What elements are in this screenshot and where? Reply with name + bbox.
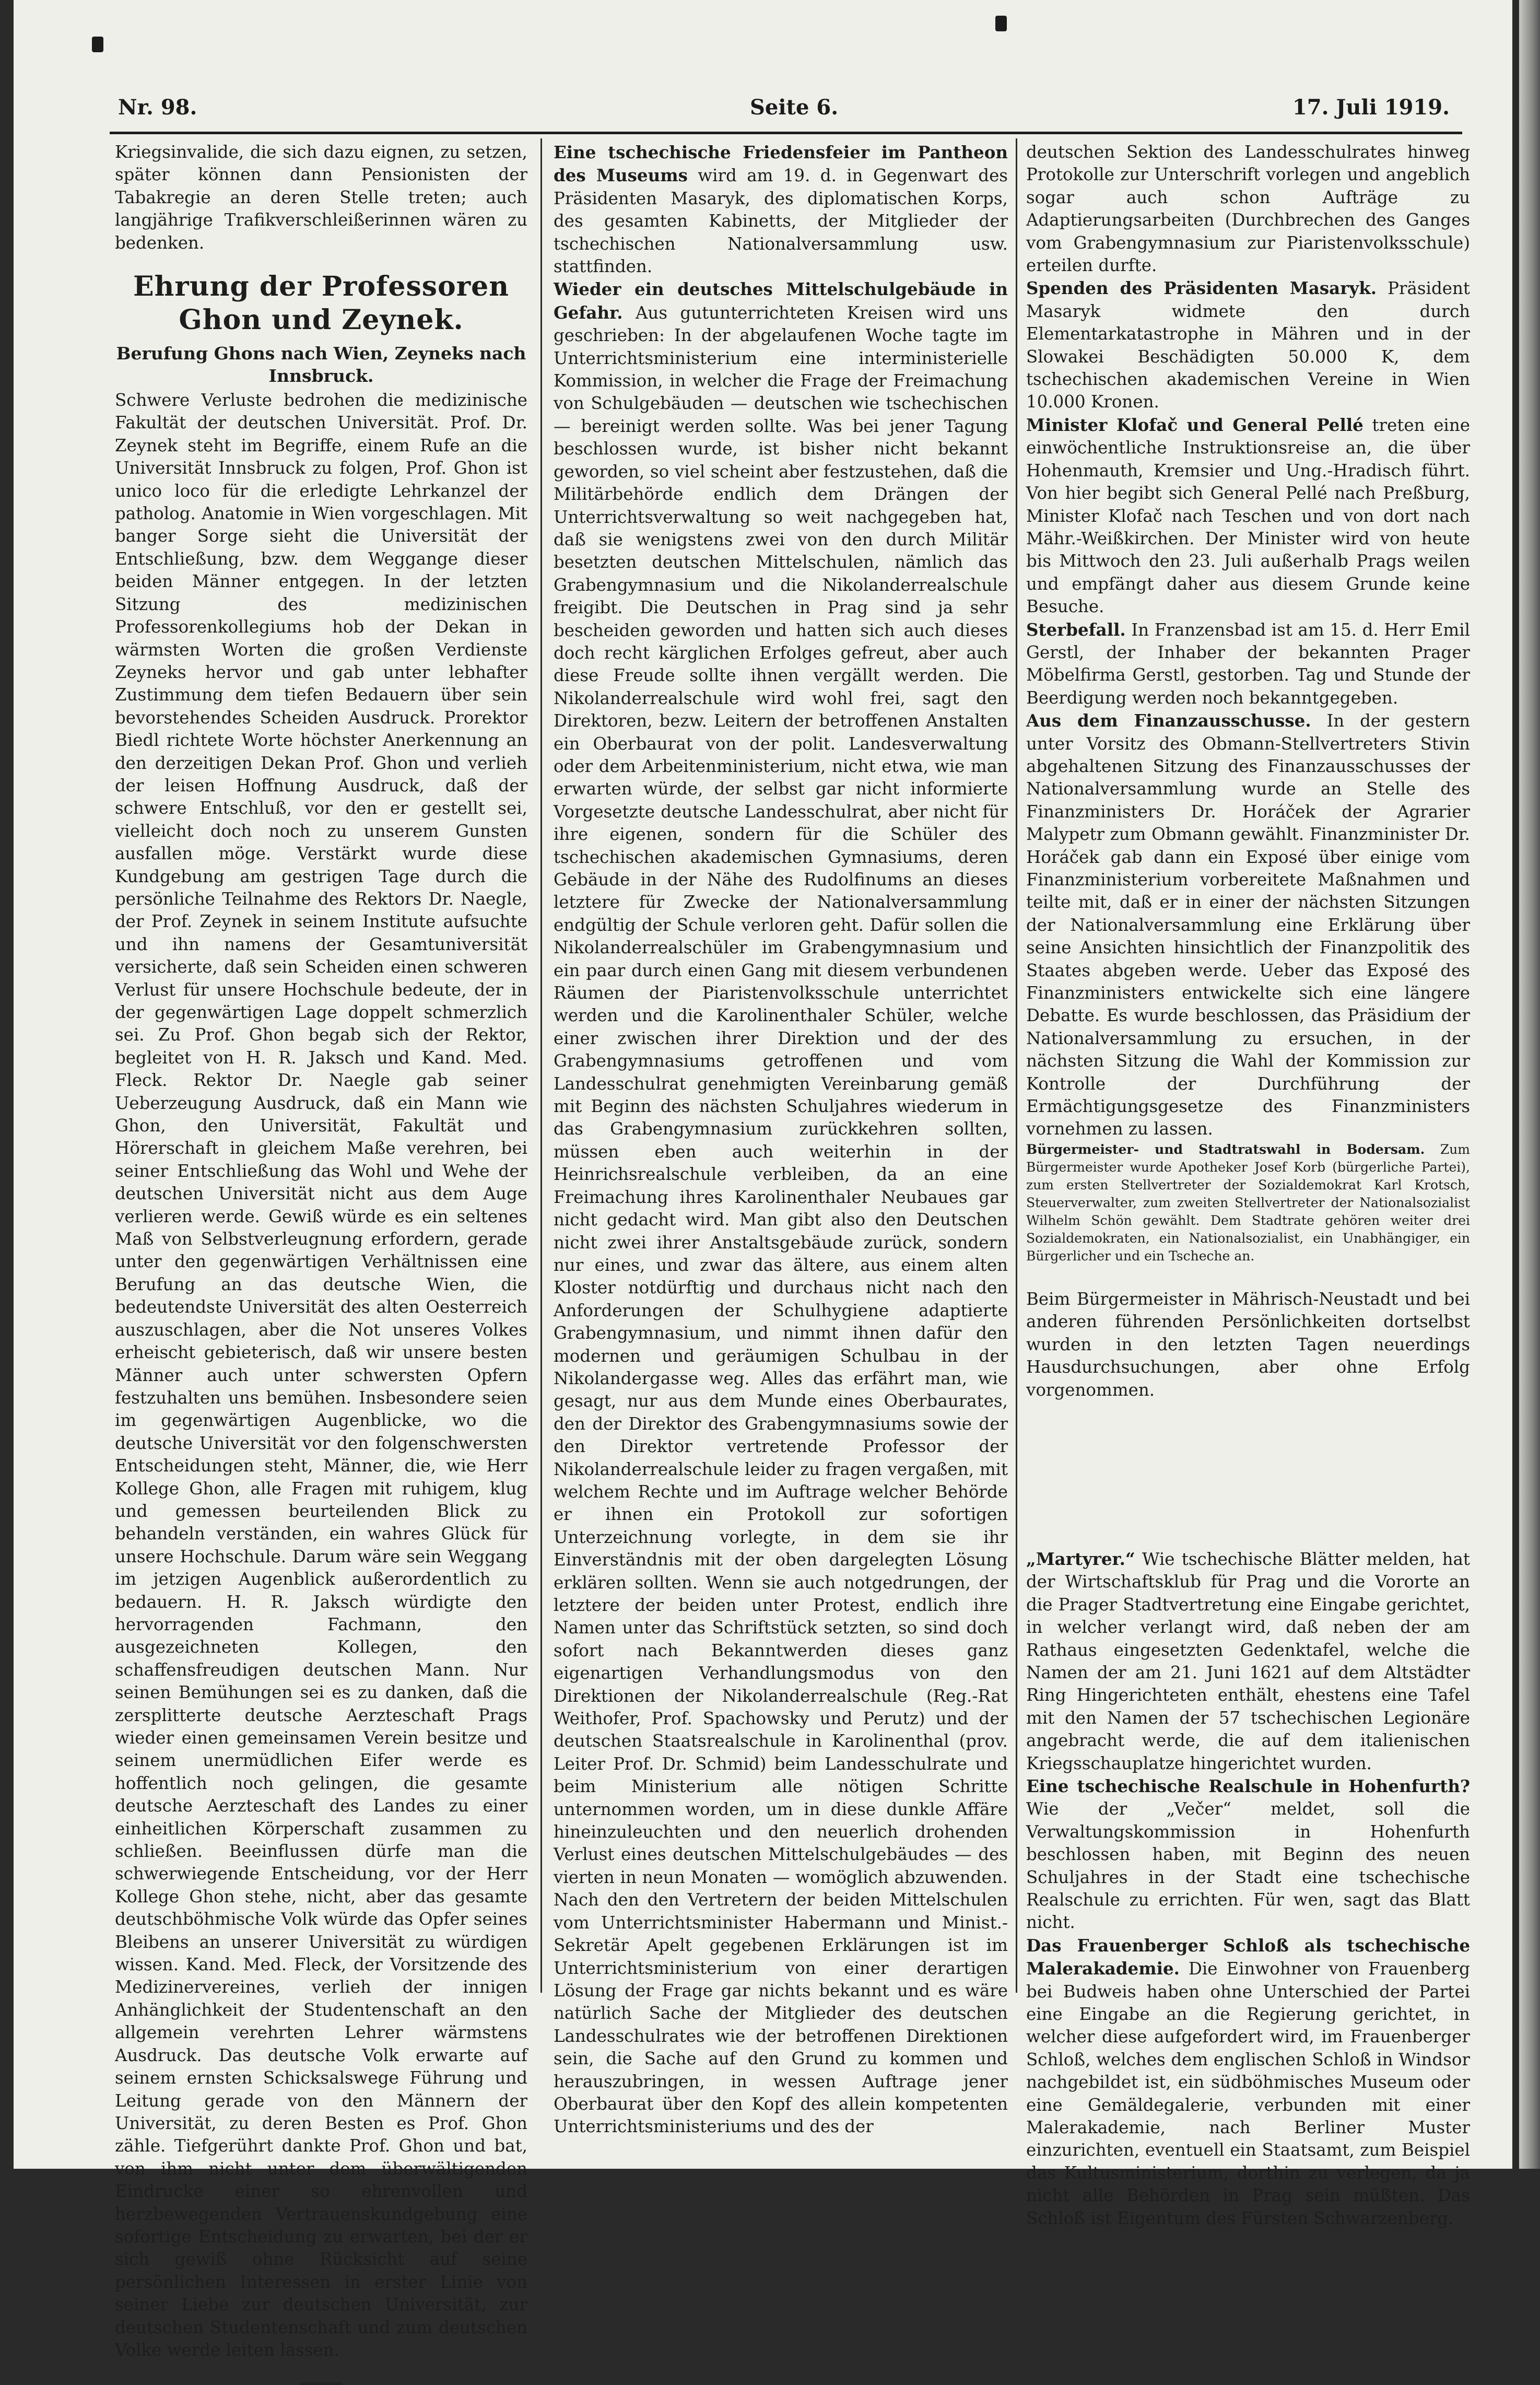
news-item-lead: Bürgermeister- und Stadtratswahl in Bodersam. — [1026, 1141, 1425, 1157]
news-item-text: Die Einwohner von Frauenberg bei Budweis haben ohne Unterschied der Partei eine Eingabe an die Regierung gerichtet, in welcher diese aufgefordert wird, im Frauenberger Schloß, welches dem englischen Schloß in Windsor nachgebildet ist, ein südböhmisches Museum oder eine Gemäldegalerie, verbunden mit einer Malerakademie, nach Berliner Muster einzurichten, eventuell ein Staatsamt, zum Beispiel das Kultusministerium, dorthin zu verlegen, da ja nicht alle Behörden in Prag sein müßten. Das Schloß ist Eigentum des Fürsten Schwarzenberg. — [1026, 1959, 1470, 2228]
news-item-text: treten eine einwöchentliche Instruktionsreise an, die über Hohenmauth, Kremsier und Ung.-Hradisch führt. Von hier begibt sich General Pellé nach Preßburg, Minister Klofač nach Teschen und von dort nach Mähr.-Weißkirchen. Der Minister wird von heute bis Mittwoch den 23. Juli außerhalb Prags weilen und empfängt daher aus diesem Grunde keine Besuche. — [1026, 415, 1470, 617]
column-rule — [540, 138, 542, 1993]
article-continuation: Kriegsinvalide, die sich dazu eignen, zu setzen, später können dann Pensionisten der Tabakregie an deren Stelle treten; auch langjährige Trafikverschleißerinnen wären zu bedenken. — [115, 142, 527, 253]
article-body: Schwere Verluste bedrohen die medizinische Fakultät der deutschen Universität. Prof. Dr. Zeynek steht im Begriffe, einem Rufe an die Universität Innsbruck zu folgen, Prof. Ghon ist unico loco für die erledigte Lehrkanzel der patholog. Anatomie in Wien vorgeschlagen. Mit banger Sorge sieht die Universität der Entschließung, bzw. dem Weggange dieser beiden Männer entgegen. In der letzten Sitzung des medizinischen Professorenkollegiums hob der Dekan in wärmsten Worten die großen Verdienste Zeyneks hervor und gab unter lebhafter Zustimmung dem tiefen Bedauern über sein bevorstehendes Scheiden Ausdruck. Prorektor Biedl richtete Worte höchster Anerkennung an den derzeitigen Dekan Prof. Ghon und verlieh der leisen Hoffnung Ausdruck, daß der schwere Entschluß, vor den er gestellt sei, vielleicht doch noch zu unserem Gunsten ausfallen möge. Verstärkt wurde diese Kundgebung am gestrigen Tage durch die persönliche Teilnahme des Rektors Dr. Naegle, der Prof. Zeynek in seinem Institute aufsuchte und ihn namens der Gesamtuniversität versicherte, daß sein Scheiden einen schweren Verlust für unsere Hochschule bedeute, der in der gegenwärtigen Lage doppelt schmerzlich sei. Zu Prof. Ghon begab sich der Rektor, begleitet von H. R. Jaksch und Kand. Med. Fleck. Rektor Dr. Naegle gab seiner Ueberzeugung Ausdruck, daß ein Mann wie Ghon, den Universität, Fakultät und Hörerschaft in gleichem Maße verehren, bei seiner Entschließung das Wohl und Wehe der deutschen Universität nicht aus dem Auge verlieren werde. Gewiß würde es ein seltenes Maß von Selbstverleugnung erfordern, gerade unter den gegenwärtigen Verhältnissen eine Berufung an das deutsche Wien, die bedeutendste Universität des alten Oesterreich auszuschlagen, aber die Not unseres Volkes erheischt gebieterisch, daß wir unsere besten Männer auch unter schwersten Opfern festzuhalten uns bemühen. Insbesondere seien im gegenwärtigen Augenblicke, wo die deutsche Universität vor den folgenschwersten Entscheidungen steht, Männer, die, wie Herr Kollege Ghon, alle Fragen mit ruhigem, klug und gemessen beurteilenden Blick zu behandeln verständen, ein wahres Glück für unsere Hochschule. Darum wäre sein Weggang im jetzigen Augenblick außerordentlich zu bedauern. H. R. Jaksch würdigte den hervorragenden Fachmann, den ausgezeichneten Kollegen, den schaffensfreudigen deutschen Mann. Nur seinen Bemühungen sei es zu danken, daß die zersplitterte deutsche Aerzteschaft Prags wieder einen gemeinsamen Verein besitze und seinem unermüdlichen Eifer werde es hoffentlich noch gelingen, die gesamte deutsche Aerzteschaft des Landes zu einer einheitlichen Körperschaft zusammen zu schließen. Beeinflussen dürfe man die schwerwiegende Entscheidung, vor der Herr Kollege Ghon stehe, nicht, aber das gesamte deutschböhmische Volk würde das Opfer seines Bleibens an unserer Universität zu würdigen wissen. Kand. Med. Fleck, der Vorsitzende des Medizinervereines, verlieh der innigen Anhänglichkeit der Studentenschaft an den allgemein verehrten Lehrer wärmstens Ausdruck. Das deutsche Volk erwarte auf seinem ernsten Schicksalswege Führung und Leitung gerade von den Männern der Universität, zu deren Besten es Prof. Ghon zähle. Tiefgerührt dankte Prof. Ghon und bat, von ihm nicht unter dem überwältigenden Eindrucke einer so ehrenvollen und herzbewegenden Vertrauenskundgebung eine sofortige Entscheidung zu erwarten, bei der er sich gewiß ohne Rücksicht auf seine persönlichen Interessen in erster Linie von seiner Liebe zur deutschen Universität, zur deutschen Studentenschaft und zum deutschen Volke werde leiten lassen. — [115, 390, 527, 2360]
news-item-text: Aus gutunterrichteten Kreisen wird uns geschrieben: In der abgelaufenen Woche tagte im Unterrichtsministerium eine interministerielle Kommission, in welcher die Frage der Freimachung von Schulgebäuden — deutschen wie tschechischen — bereinigt werden sollte. Was bei jener Tagung beschlossen wurde, ist bisher nicht bekannt geworden, so viel scheint aber festzustehen, daß die Militärbehörde endlich dem Drängen der Unterrichtsverwaltung so weit nachgegeben hat, daß sie wenigstens zwei von den durch Militär besetzten deutschen Mittelschulen, nämlich das Grabengymnasium und die Nikolanderrealschule freigibt. Die Deutschen in Prag sind ja sehr bescheiden geworden und hatten sich auch dieses doch recht kärglichen Erfolges gefreut, aber auch diese Freude sollte ihnen vergällt werden. Die Nikolanderrealschule wird wohl frei, sagt den Direktoren, bezw. Leitern der betroffenen Anstalten ein Oberbaurat von der polit. Landesverwaltung oder dem Arbeitenministerium, nicht etwa, wie man erwarten würde, der selbst gar nicht informierte Vorgesetzte deutsche Landesschulrat, aber nicht für ihre eigenen, sondern für die Schüler des tschechischen akademischen Gymnasiums, deren Gebäude in der Nähe des Rudolfinums an dieses letztere für Zwecke der Nationalversammlung endgültig der Schule verloren geht. Dafür sollen die Nikolanderrealschüler im Grabengymnasium und ein paar durch einen Gang mit diesem verbundenen Räumen der Piaristenvolksschule unterrichtet werden und die Karolinenthaler Schüler, welche einer zwischen ihrer Direktion und der des Grabengymnasiums getroffenen und vom Landesschulrat genehmigten Vereinbarung gemäß mit Beginn des nächsten Schuljahres wiederum in das Grabengymnasium zurückkehren sollten, müssen eben auch weiterhin in der Heinrichsrealschule verbleiben, da an eine Freimachung ihres Karolinenthaler Neubaues gar nicht gedacht wird. Man gibt also den Deutschen nicht zwei ihrer Anstaltsgebäude zurück, sondern nur eines, und zwar das ältere, aus einem alten Kloster notdürftig und durchaus nicht nach den Anforderungen der Schulhygiene adaptierte Grabengymnasium, und nimmt ihnen dafür den modernen und geräumigen Schulbau in der Nikolandergasse weg. Alles das erfährt man, wie gesagt, nur aus dem Munde eines Oberbaurates, den der Direktor des Grabengymnasiums sowie der den Direktor vertretende Professor der Nikolanderrealschule leider zu fragen vergaßen, mit welchem Rechte und im Auftrage welcher Behörde er ihnen ein Protokoll zur sofortigen Unterzeichnung vorlegte, in dem sie ihr Einverständnis mit der oben dargelegten Lösung erklären sollten. Wenn sie auch notgedrungen, der letztere der beiden unter Protest, endlich ihre Namen unter das Schriftstück setzten, so sind doch sofort nach Bekanntwerden dieses ganz eigenartigen Verhandlungsmodus von den Direktionen der Nikolanderrealschule (Reg.-Rat Weithofer, Prof. Spachowsky und Perutz) und der deutschen Staatsrealschule in Karolinenthal (prov. Leiter Prof. Dr. Schmid) beim Landesschulrate und beim Ministerium alle nötigen Schritte unternommen worden, um in diese dunkle Affäre hineinzuleuchten und den neuerlich drohenden Verlust eines deutschen Mittelschulgebäudes — des vierten in neun Monaten — womöglich abzuwenden. Nach den den Vertretern der beiden Mittelschulen vom Unterrichtsminister Habermann und Minist.-Sekretär Apelt gegebenen Erklärungen ist im Unterrichtsministerium von einer derartigen Lösung der Frage gar nichts bekannt und es wäre natürlich Sache der Mitglieder des deutschen Landesschulrates wie der betroffenen Direktionen sein, die Sache auf den Grund zu kommen und herauszubringen, in wessen Auftrage jener Oberbaurat über den Kopf des allein kompetenten Unterrichtsministeriums und des der — [554, 302, 1008, 2137]
news-item-text: Wie tschechische Blätter melden, hat der Wirtschaftsklub für Prag und die Vororte an die Prager Stadtvertretung eine Eingabe gerichtet, in welcher verlangt wird, daß neben der am Rathaus eingesetzten Gedenktafel, welche die Namen der am 21. Juni 1621 auf dem Altstädter Ring Hingerichteten enthält, ehestens eine Tafel mit den Namen der 57 tschechischen Legionäre angebracht werde, die auf dem italienischen Kriegsschauplatze hingerichtet wurden. — [1026, 1549, 1470, 1773]
news-item-continuation: deutschen Sektion des Landesschulrates hinweg Protokolle zur Unterschrift vorlegen und angeblich sogar auch schon Aufträge zu Adaptierungsarbeiten (Durchbrechen des Ganges vom Grabengymnasium zur Piaristenvolksschule) erteilen durfte. — [1026, 142, 1470, 276]
page-edge-shadow — [1519, 0, 1540, 2169]
news-item-lead: Spenden des Präsidenten Masaryk. — [1026, 278, 1377, 299]
column-1 — [115, 141, 527, 2385]
article-headline: Ehrung der Professoren Ghon und Zeynek. — [133, 271, 509, 336]
news-item — [554, 141, 1008, 278]
news-item — [554, 278, 1008, 2138]
header-rule — [110, 132, 1462, 134]
article-subheadline: Berufung Ghons nach Wien, Zeyneks nach Innsbruck. — [116, 343, 526, 387]
news-item-text: In der gestern unter Vorsitz des Obmann-Stellvertreters Stivin abgehaltenen Sitzung des Finanzausschusses der Nationalversammlung wurde an Stelle des Finanzministers Dr. Horáček der Agrarier Malypetr zum Obmann gewählt. Finanzminister Dr. Horáček gab dann ein Exposé über einige vom Finanzministerium vorbereitete Maßnahmen und teilte mit, daß er in einer der nächsten Sitzungen der Nationalversammlung eine Erklärung über seine Ansichten hinsichtlich der Finanzpolitik des Staates abgeben werde. Ueber das Exposé des Finanzministers entwickelte sich eine längere Debatte. Es wurde beschlossen, das Präsidium der Nationalversammlung zu ersuchen, in der nächsten Sitzung die Wahl der Kommission zur Kontrolle der Durchführung der Ermächtigungsgesetze des Finanzministers vornehmen zu lassen. — [1026, 711, 1470, 1139]
news-item — [1026, 618, 1470, 710]
news-item-lead: „Martyrer.“ — [1026, 1548, 1135, 1569]
news-item-text: Präsident Masaryk widmete den durch Elementarkatastrophe in Mähren und in der Slowakei Beschädigten 50.000 K, dem tschechischen akademischen Vereine in Wien 10.000 Kronen. — [1026, 278, 1470, 412]
news-item-lead: Eine tschechische Realschule in Hohenfurth? — [1026, 1775, 1470, 1796]
spacer — [1026, 1265, 1470, 1288]
news-item-text: Wie der „Večer“ meldet, soll die Verwaltungskommission in Hohenfurth beschlossen haben, mit Beginn des neuen Schuljahres in der Stadt eine tschechische Realschule zu errichten. Für wen, sagt das Blatt nicht. — [1026, 1799, 1470, 1933]
punch-hole — [995, 16, 1007, 31]
column-2 — [554, 141, 1008, 2138]
news-item-lead: Eine tschechische Friedensfeier im Pantheon des Museums — [554, 142, 1008, 186]
column-rule — [1016, 138, 1017, 1993]
issue-number: Nr. 98. — [118, 95, 197, 120]
news-item: Beim Bürgermeister in Mährisch-Neustadt und bei anderen führenden Persönlichkeiten dortselbst wurden in den letzten Tagen neuerdings Hausdurchsuchungen, aber ohne Erfolg vorgenommen. — [1026, 1289, 1470, 1400]
news-item — [1026, 277, 1470, 413]
news-item — [1026, 1548, 1470, 1775]
page-number: Seite 6. — [750, 95, 839, 120]
punch-hole — [92, 37, 103, 52]
censored-blank-space — [1026, 1401, 1470, 1548]
news-item-lead: Aus dem Finanzausschusse. — [1026, 710, 1311, 731]
news-item-lead: Wieder ein deutsches Mittelschulgebäude in Gefahr. — [554, 279, 1008, 323]
page-header — [102, 95, 1460, 132]
news-item — [1026, 1934, 1470, 2230]
news-item — [1026, 709, 1470, 1141]
news-item-small — [1026, 1141, 1470, 1265]
article-end-rule — [300, 2382, 342, 2385]
news-item-lead: Das Frauenberger Schloß als tschechische Malerakademie. — [1026, 1935, 1470, 1979]
column-3 — [1026, 141, 1470, 2230]
news-item-text: Zum Bürgermeister wurde Apotheker Josef Korb (bürgerliche Partei), zum ersten Stellvertreter der Sozialdemokrat Karl Krotsch, Steuerverwalter, zum zweiten Stellvertreter der Nationalsozialist Wilhelm Schön gewählt. Dem Stadtrate gehören weiter drei Sozialdemokraten, ein Nationalsozialist, ein Unabhängiger, ein Bürgerlicher und ein Tscheche an. — [1026, 1141, 1471, 1264]
news-item-lead: Minister Klofač und General Pellé — [1026, 414, 1363, 435]
news-item-text: wird am 19. d. in Gegenwart des Präsidenten Masaryk, des diplomatischen Korps, des gesamten Kabinetts, der Mitglieder der tschechischen Nationalversammlung usw. stattfinden. — [554, 166, 1008, 277]
news-item-lead: Sterbefall. — [1026, 619, 1126, 640]
news-item — [1026, 1775, 1470, 1934]
news-item-text: In Franzensbad ist am 15. d. Herr Emil Gerstl, der Inhaber der bekannten Prager Möbelfirma Gerstl, gestorben. Tag und Stunde der Beerdigung werden noch bekanntgegeben. — [1026, 619, 1470, 708]
issue-date: 17. Juli 1919. — [1292, 95, 1450, 120]
news-item — [1026, 414, 1470, 618]
